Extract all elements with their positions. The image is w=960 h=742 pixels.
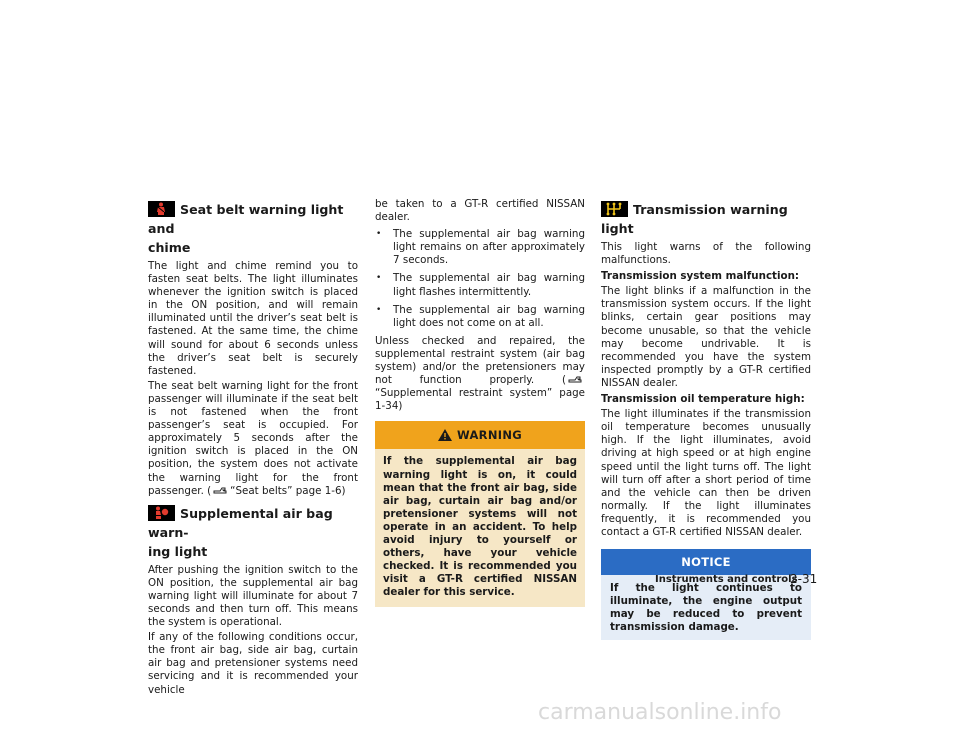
column-middle — [375, 198, 585, 607]
seatbelt-paragraph-2 — [148, 380, 358, 498]
list-item: • The supplemental air bag warning light flashes intermittently. — [375, 272, 585, 298]
transmission-heading-text: Transmission warning light — [601, 202, 788, 236]
airbag-heading — [148, 504, 358, 561]
airbag-conditions-list — [375, 228, 585, 330]
list-item: • The supplemental air bag warning light does not come on at all. — [375, 304, 585, 330]
transmission-paragraph-1: The light blinks if a malfunction in the transmission system occurs. If the light blinks, certain gear positions may become unusable, so that the vehicle may become undrivable. It is recommended you have the system inspected promptly by a GT-R certified NISSAN dealer. — [601, 285, 811, 389]
seatbelt-paragraph-2-text: The seat belt warning light for the front passenger will illuminate if the seat belt is not fastened when the front passenger’s seat is occupied. For approximately 5 seconds after the ignition switch is placed in the ON position, the system does not activate the warning light for the front passenger. ( — [148, 379, 358, 497]
warning-triangle-icon — [438, 429, 452, 441]
transmission-subhead-malfunction: Transmission system malfunction: — [601, 270, 800, 283]
transmission-paragraph-2: The light illuminates if the transmission oil temperature becomes unusually high. If the light illuminates, avoid driving at high speed or at high engine speed until the light turns off. The light will turn off after a short period of time and the vehicle can then be driven normally. If the light illuminates frequently, it is recommended you contact a GT-R certified NISSAN dealer. — [601, 408, 811, 538]
seatbelt-heading-line2: chime — [148, 240, 191, 255]
warning-body: If the supplemental air bag warning light is on, it could mean that the front air bag, side air bag, curtain air bag and/or pretensioner systems will not operate in an accident. To help avoid injury to yourself or others, have your vehicle checked. It is recommended you visit a GT-R certified NISSAN dealer for this service. — [383, 455, 577, 599]
column-left — [148, 200, 358, 699]
warning-box — [375, 421, 585, 607]
transmission-warning-icon — [601, 201, 628, 217]
airbag-heading-line1: Supplemental air bag warn- — [148, 505, 333, 540]
transmission-subhead-temperature: Transmission oil temperature high: — [601, 393, 805, 406]
footer-section-title: Instruments and controls — [655, 574, 798, 585]
list-item: • The supplemental air bag warning light remains on after approximately 7 seconds. — [375, 228, 585, 267]
reference-hand-icon — [213, 485, 228, 495]
continued-text: be taken to a GT-R certified NISSAN dealer. — [375, 198, 585, 224]
seatbelt-heading-line1: Seat belt warning light and — [148, 202, 344, 236]
seatbelt-warning-icon — [148, 201, 175, 217]
seatbelt-heading — [148, 200, 358, 257]
watermark-text: carmanualsonline.info — [538, 700, 782, 725]
airbag-paragraph-2: If any of the following conditions occur, the front air bag, side air bag, curtain air bag and pretensioner systems need servicing and it is recommended your vehicle — [148, 631, 358, 696]
srs-page-link[interactable]: “Supplemental restraint system” page 1-34) — [375, 387, 585, 413]
seatbelts-page-link[interactable]: “Seat belts” page 1-6) — [230, 484, 346, 497]
seatbelt-paragraph-1: The light and chime remind you to fasten seat belts. The light illuminates whenever the ignition switch is placed in the ON position, and will remain illuminated until the driver’s seat belt is fastened. At the same time, the chime will sound for about 6 seconds unless the driver’s seat belt is securely fastened. — [148, 260, 358, 377]
transmission-heading — [601, 200, 811, 238]
unless-paragraph-text: Unless checked and repaired, the supplemental restraint system (air bag system) and/or the pretensioners may not function properly. ( — [375, 334, 585, 387]
reference-hand-icon — [568, 374, 583, 384]
notice-body: If the light continues to illuminate, the engine output may be reduced to prevent transmission damage. — [610, 582, 802, 634]
page-number: 2-31 — [790, 572, 818, 586]
unless-paragraph — [375, 335, 585, 414]
transmission-intro: This light warns of the following malfunctions. — [601, 241, 811, 267]
airbag-heading-line2: ing light — [148, 543, 208, 559]
airbag-paragraph-1: After pushing the ignition switch to the ON position, the supplemental air bag warning light will illuminate for about 7 seconds and then turn off. This means the system is operational. — [148, 563, 358, 629]
notice-header: NOTICE — [601, 549, 811, 575]
airbag-warning-icon — [148, 505, 175, 521]
notice-box — [601, 549, 811, 640]
warning-header — [375, 421, 585, 449]
warning-title: WARNING — [457, 427, 522, 442]
